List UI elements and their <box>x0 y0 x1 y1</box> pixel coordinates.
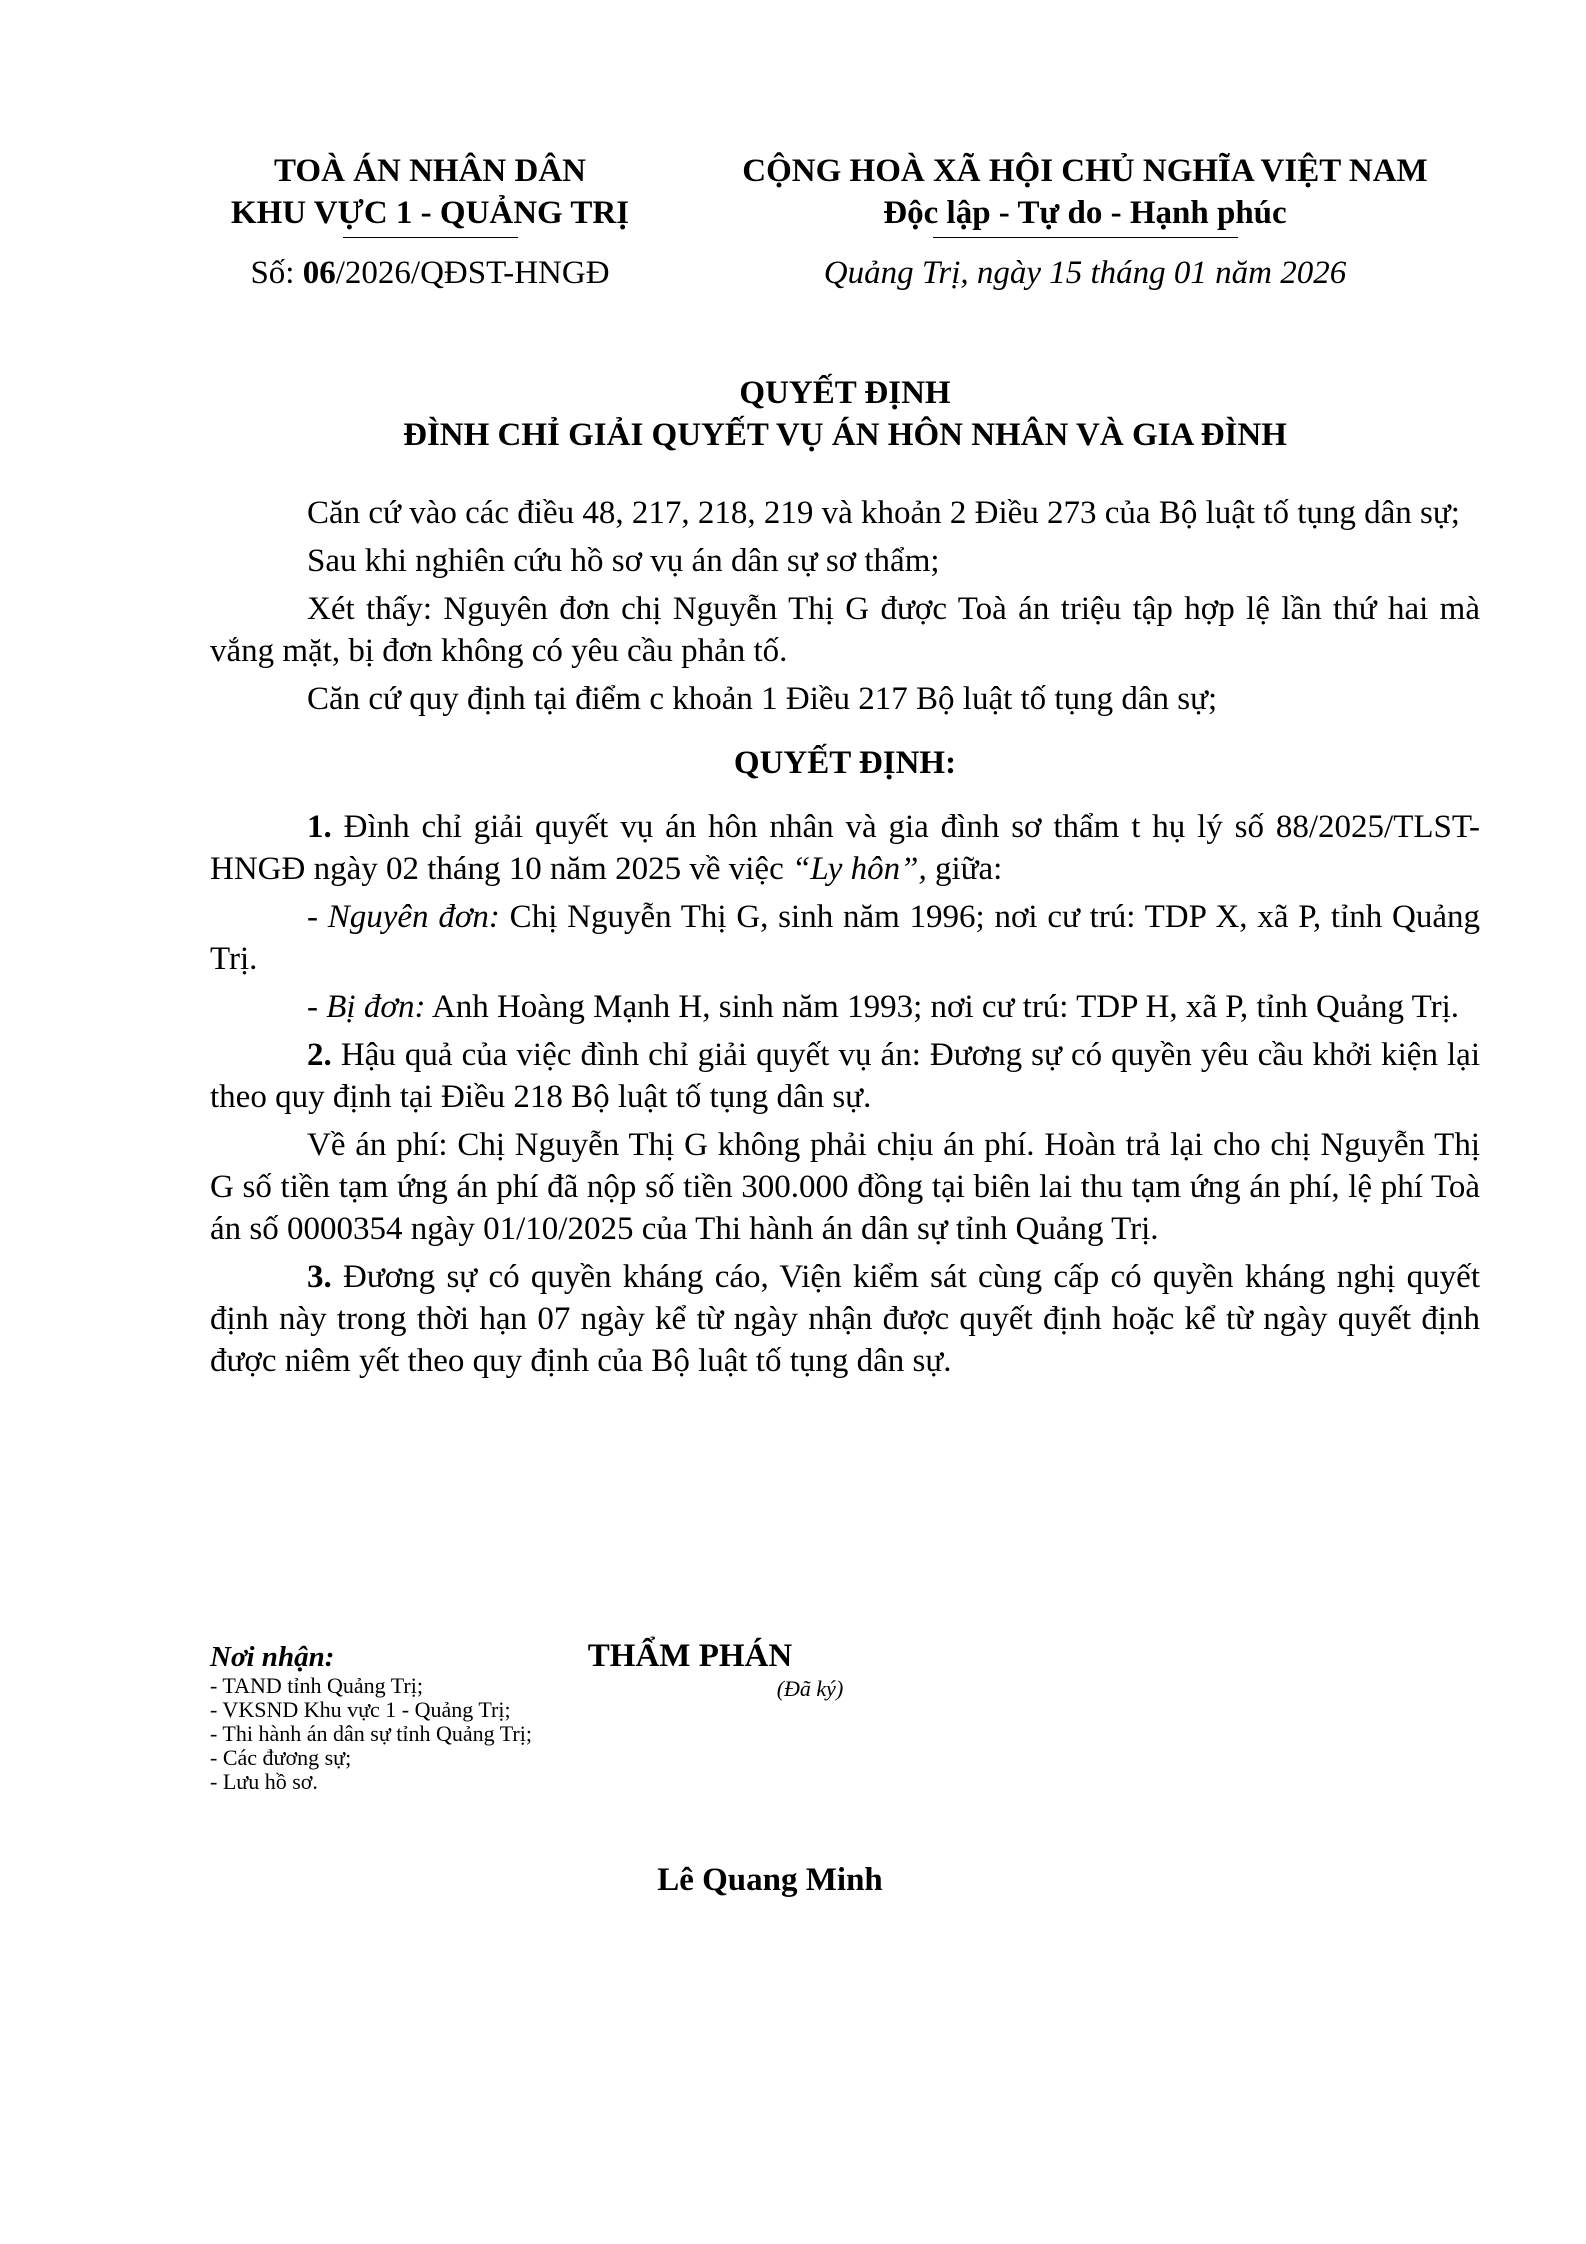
document-number-value: 06 <box>302 255 336 291</box>
court-name: TOÀ ÁN NHÂN DÂN <box>274 153 586 189</box>
plaintiff-info: - Nguyên đơn: Chị Nguyễn Thị G, sinh năm 1996; nơi cư trú: TDP X, xã P, tỉnh Quảng Trị. <box>210 899 1480 977</box>
preamble-legal-basis: Căn cứ vào các điều 48, 217, 218, 219 và khoản 2 Điều 273 của Bộ luật tố tụng dân sự; <box>307 495 1460 531</box>
decision-heading: QUYẾT ĐỊNH: <box>733 745 957 781</box>
court-header <box>185 150 675 238</box>
court-region: KHU VỰC 1 - QUẢNG TRỊ <box>230 195 630 231</box>
motto-underline <box>933 237 1238 238</box>
recipients-title: Nơi nhận: <box>210 1641 335 1673</box>
judge-title: THẨM PHÁN <box>587 1638 793 1674</box>
decision-item-1: 1. Đình chỉ giải quyết vụ án hôn nhân và gia đình sơ thẩm t hụ lý số 88/2025/TLST-HNGĐ ngày 02 tháng 10 năm 2025 về việc “Ly hôn”, giữa: <box>210 809 1480 887</box>
defendant-info: - Bị đơn: Anh Hoàng Mạnh H, sinh năm 1993; nơi cư trú: TDP H, xã P, tỉnh Quảng Trị. <box>307 989 1460 1025</box>
court-fee-paragraph: Về án phí: Chị Nguyễn Thị G không phải chịu án phí. Hoàn trả lại cho chị Nguyễn Thị G số tiền tạm ứng án phí đã nộp số tiền 300.000 đồng tại biên lai thu tạm ứng án phí, lệ phí Toà án số 0000354 ngày 01/10/2025 của Thi hành án dân sự tỉnh Quảng Trị. <box>210 1127 1480 1247</box>
document-body <box>210 492 1480 1388</box>
country-name: CỘNG HOÀ XÃ HỘI CHỦ NGHĨA VIỆT NAM <box>742 153 1428 189</box>
case-name: “Ly hôn”, <box>791 851 927 887</box>
preamble-finding: Xét thấy: Nguyên đơn chị Nguyễn Thị G được Toà án triệu tập hợp lệ lần thứ hai mà vắng mặt, bị đơn không có yêu cầu phản tố. <box>210 591 1480 669</box>
court-underline <box>343 237 518 238</box>
recipient-item: - VKSND Khu vực 1 - Quảng Trị; <box>210 1697 511 1722</box>
plaintiff-label: Nguyên đơn: <box>327 899 500 935</box>
title-line-1: QUYẾT ĐỊNH <box>739 375 951 411</box>
preamble-review: Sau khi nghiên cứu hồ sơ vụ án dân sự sơ thẩm; <box>307 543 940 579</box>
national-header <box>690 150 1480 238</box>
decision-item-2: 2. Hậu quả của việc đình chỉ giải quyết vụ án: Đương sự có quyền yêu cầu khởi kiện lại theo quy định tại Điều 218 Bộ luật tố tụng dân sự. <box>210 1037 1480 1115</box>
defendant-label: Bị đơn: <box>326 989 426 1025</box>
recipient-item: - Các đương sự; <box>210 1745 352 1770</box>
document-title <box>210 372 1480 456</box>
recipient-item: - TAND tỉnh Quảng Trị; <box>210 1673 423 1698</box>
title-line-2: ĐÌNH CHỈ GIẢI QUYẾT VỤ ÁN HÔN NHÂN VÀ GIA ĐÌNH <box>403 417 1287 453</box>
decision-item-3: 3. Đương sự có quyền kháng cáo, Viện kiểm sát cùng cấp có quyền kháng nghị quyết định này trong thời hạn 07 ngày kể từ ngày nhận được quyết định hoặc kể từ ngày quyết định được niêm yết theo quy định của Bộ luật tố tụng dân sự. <box>210 1259 1480 1379</box>
document-number: Số: 06/2026/QĐST-HNGĐ <box>250 255 610 291</box>
preamble-provision: Căn cứ quy định tại điểm c khoản 1 Điều 217 Bộ luật tố tụng dân sự; <box>307 681 1218 717</box>
national-motto: Độc lập - Tự do - Hạnh phúc <box>883 195 1287 231</box>
document-date: Quảng Trị, ngày 15 tháng 01 năm 2026 <box>823 255 1347 291</box>
judge-name: Lê Quang Minh <box>657 1862 883 1898</box>
signed-note: (Đã ký) <box>776 1676 844 1701</box>
recipient-item: - Lưu hồ sơ. <box>210 1769 318 1794</box>
recipient-item: - Thi hành án dân sự tỉnh Quảng Trị; <box>210 1721 532 1746</box>
